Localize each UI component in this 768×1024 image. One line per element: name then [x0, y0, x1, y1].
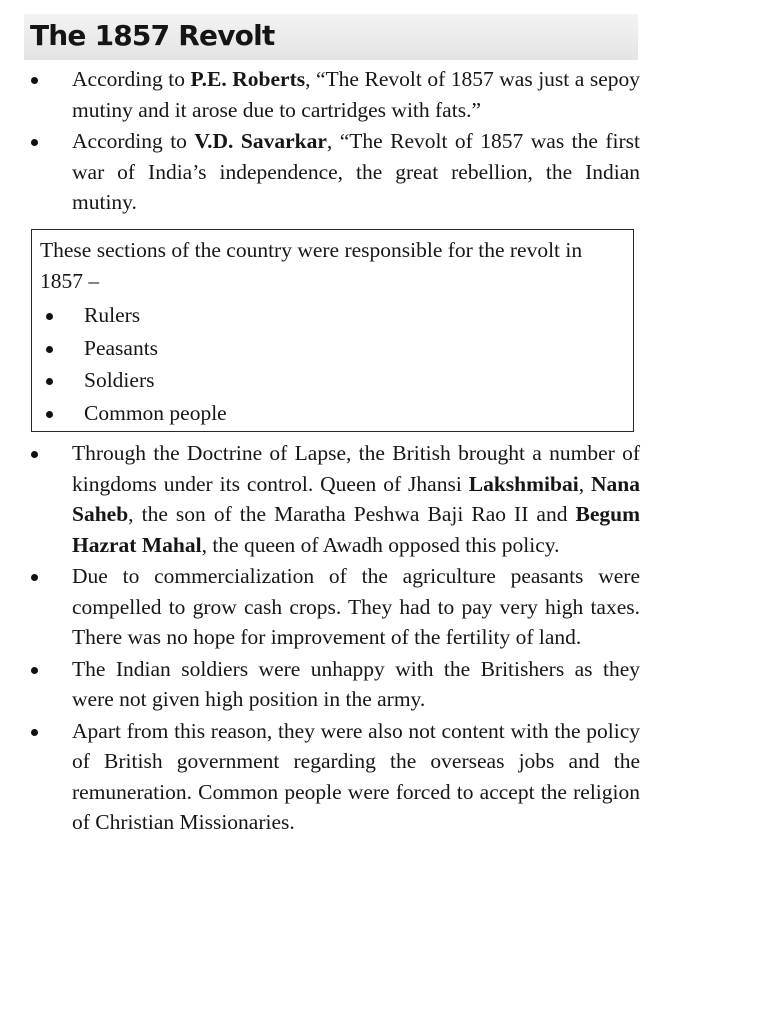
bullet-text: , the queen of Awadh opposed this policy.: [201, 532, 560, 557]
title-banner: [24, 14, 638, 60]
bullet-list-bottom: [24, 438, 640, 839]
bold-name: P.E. Roberts: [190, 67, 306, 91]
bullet-text: ,: [578, 471, 592, 496]
bullet-text: , the son of the Maratha Peshwa Baji Rao II and: [128, 502, 576, 526]
bullet-list-top: [24, 64, 640, 219]
responsible-sections-box: [31, 229, 634, 432]
box-list: [40, 299, 625, 429]
box-item-peasants: Peasants: [40, 332, 625, 365]
bullet-text: Through the Doctrine of Lapse, the British brought a number of kingdoms under its control. Queen of Jhansi: [72, 441, 640, 496]
bold-name: Lakshmibai: [468, 471, 579, 496]
bullet-text: , “The Revolt of 1857 was the first war of India’s independence, the great rebellion, the Indian mutiny.: [72, 129, 641, 214]
bullet-savarkar: [24, 126, 640, 218]
bullet-peasants: Due to commercialization of the agriculture peasants were compelled to grow cash crops. They had to pay very high taxes. There was no hope for improvement of the fertility of land.: [24, 561, 640, 653]
bullet-overseas: Apart from this reason, they were also not content with the policy of British government regarding the overseas jobs and the remuneration. Common people were forced to accept the religion of Christian Missionaries.: [24, 716, 640, 838]
box-item-rulers: Rulers: [40, 299, 625, 332]
bullet-doctrine-of-lapse: [24, 438, 640, 560]
box-intro: These sections of the country were responsible for the revolt in 1857 –: [40, 238, 583, 293]
bullet-text: , “The Revolt of 1857 was just a sepoy mutiny and it arose due to cartridges with fats.”: [72, 67, 640, 122]
bold-name: Nana Saheb: [72, 471, 640, 526]
bold-name: V.D. Savarkar: [194, 129, 327, 153]
bullet-soldiers: The Indian soldiers were unhappy with the Britishers as they were not given high position in the army.: [24, 654, 640, 715]
box-item-common-people: Common people: [40, 397, 625, 430]
bold-name: Begum Hazrat Mahal: [72, 502, 640, 557]
box-item-soldiers: Soldiers: [40, 364, 625, 397]
bullet-roberts: [24, 64, 640, 125]
bullet-text: According to: [72, 67, 191, 91]
page-title: The 1857 Revolt: [30, 19, 275, 52]
bullet-text: According to: [72, 129, 195, 153]
